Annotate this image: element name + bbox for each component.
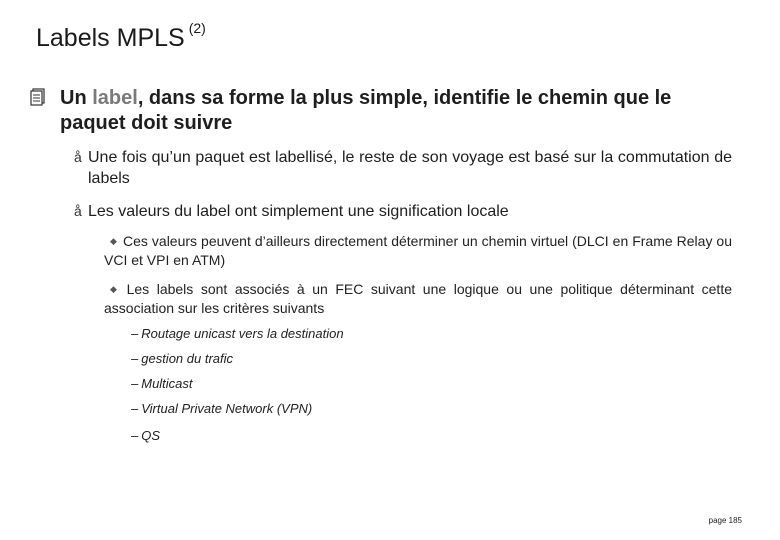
slide-title-sup: (2)	[188, 20, 206, 36]
criteria-item: – QS	[131, 428, 161, 443]
page-number: page 185	[708, 516, 742, 525]
notepad-icon	[30, 88, 46, 108]
criteria-item: – Routage unicast vers la destination	[131, 326, 344, 341]
main-bullet	[30, 86, 742, 136]
criteria-item: – gestion du trafic	[131, 351, 234, 366]
main-bullet-text: Un label, dans sa forme la plus simple, identifie le chemin que le paquet doit suivre	[60, 87, 672, 134]
slide-title	[36, 20, 206, 53]
sub-bullet-1: å Une fois qu’un paquet est labellisé, le reste de son voyage est basé sur la commutation de labels	[74, 149, 732, 187]
sub-bullet-2: å Les valeurs du label ont simplement une signification locale	[74, 203, 509, 220]
slide-title-main: Labels MPLS	[36, 24, 185, 52]
highlight-label: label	[92, 87, 138, 109]
diamond-bullet-icon: ◆	[110, 236, 118, 246]
criteria-item: – Multicast	[131, 376, 193, 391]
diamond-bullet-icon: ◆	[110, 284, 121, 294]
arrow-bullet-icon: å	[74, 149, 82, 165]
sub-sub-bullet-1: ◆ Ces valeurs peuvent d’ailleurs directement déterminer un chemin virtuel (DLCI en Frame Relay ou VCI et VPI en ATM)	[104, 233, 733, 268]
criteria-item: – Virtual Private Network (VPN)	[131, 401, 313, 416]
arrow-bullet-icon: å	[74, 203, 82, 219]
sub-sub-bullet-2: ◆ Les labels sont associés à un FEC suivant une logique ou une politique déterminant cette association sur les critères suivants	[104, 281, 732, 316]
